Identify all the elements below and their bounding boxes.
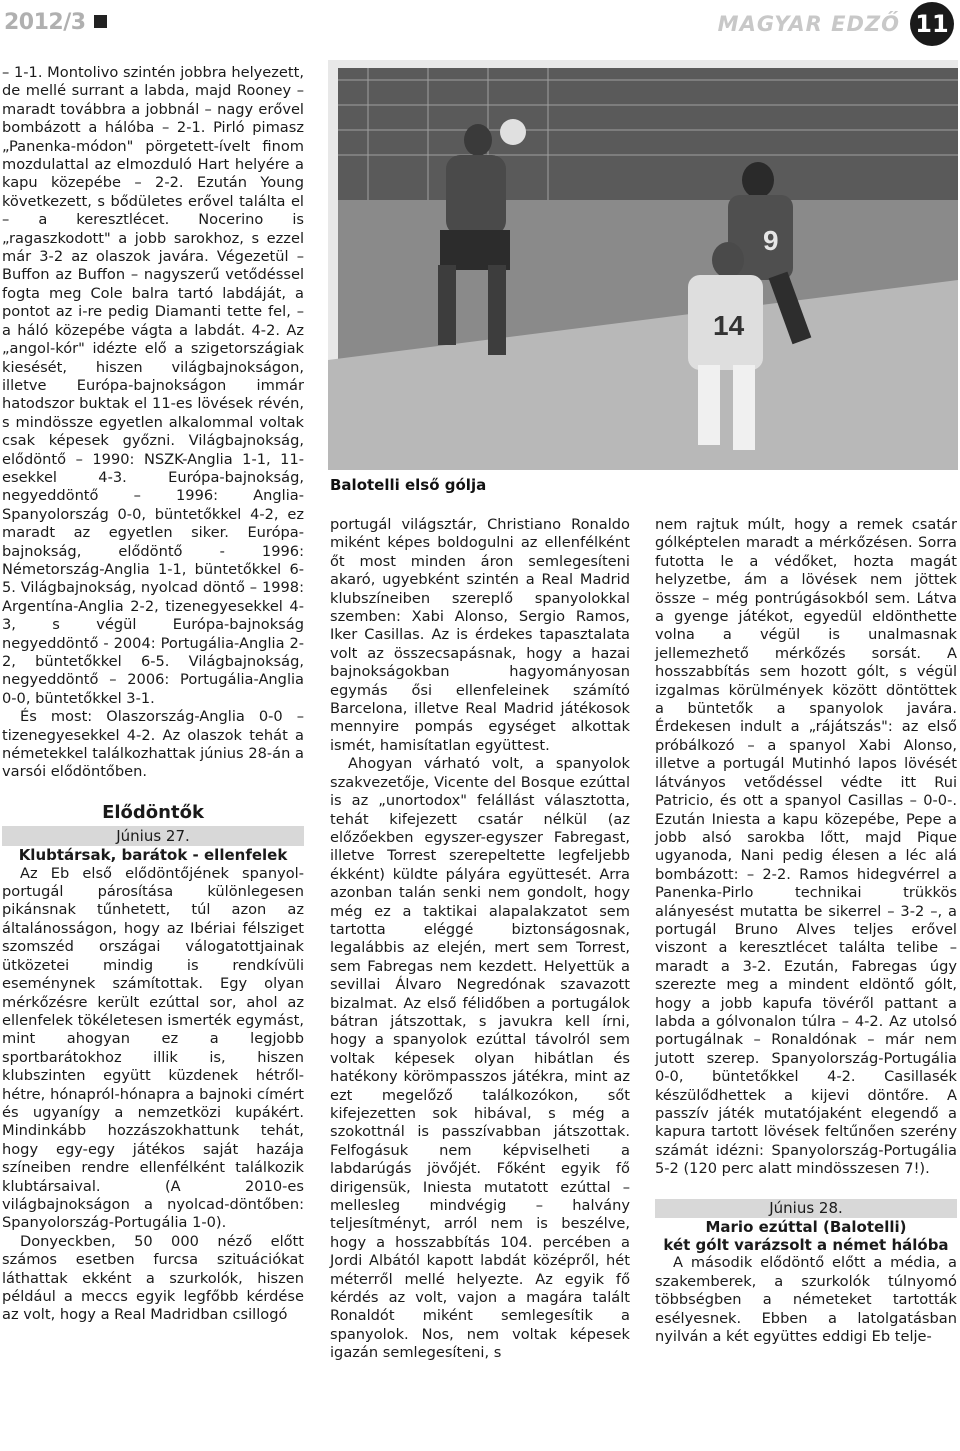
section-subtitle: Klubtársak, barátok - ellenfelek [18,846,288,865]
section-date-bar-2: Június 28. [655,1199,957,1218]
section-title-line-1: Mario ezúttal (Balotelli) [705,1217,907,1236]
column-2-paragraph-1: portugál világsztár, Christiano Ronaldo miként képes boldogulni az ellenfélként őt most minden áron semlegesíteni akaró, ugyebként szintén a Real Madrid klubszíneiben szereplő spanyolokkal szemben: Xabi Alonso, Sergio Ramos, Iker Casillas. Az is érdekes tapasztalata volt az összecsapásnak, hogy a hazai bajnokságokban hagyományosan egymás ősi ellenfeleinek számító Barcelona, illetve Real Madrid játékosok mennyire pompás egységet alkottak ismét, hamisítatlan együttest. [330,516,630,754]
section-date-bar: Június 27. [2,826,304,846]
jersey-number-14: 14 [713,310,745,341]
match-photo-illustration [328,60,958,470]
jersey-number-9: 9 [763,225,779,256]
column-3 [655,516,957,1346]
column-3-paragraph-2: A második elődöntő előtt a média, a szakemberek, a szurkolók túlnyomó többségben a németeket tartották esélyesnek. Ebben a latolgatásban nyilván a két együttes eddigi Eb telje- [655,1254,957,1346]
column-1 [2,64,304,1325]
match-photo [328,60,958,470]
column-1-paragraph-3: Az Eb első elődöntőjének spanyol-portugál párosítása különlegesen pikánsnak tűnhetett, túl azon az általánosságon, hogy az Ibériai félsziget szomszéd országai válogatottjainak ütközetei mindig is rendkívüli eseménynek számítottak. Egy olyan mérkőzésre került ezúttal sor, ahol az ellenfelek tökéletesen ismerték egymást, mint ahogyan ez a legjobb sportbarátokhoz illik is, hiszen klubszinten együtt küzdenek hétről-hétre, hónapról-hónapra a bajnoki címért és ugyanígy a nemzetközi kupákért. Mindinkább hozzászokhattunk tehát, hogy egy-egy játékos saját hazája színeiben rendre ellenfélként találkozik klubtársaival. (A 2010-es világbajnokságon a nyolcad-döntőben: Spanyolország-Portugália 1-0). [2,864,304,1232]
column-1-paragraph-4: Donyeckben, 50 000 néző előtt számos esetben furcsa szituációkat láthattak ekként a szurkolók, hiszen például a meccs egyik legfőbb kérdése az volt, hogy a Real Madridban csillogó [2,1232,304,1324]
magazine-title: MAGYAR EDZŐ [717,12,900,36]
section-heading-semifinals: Elődöntők [102,801,204,823]
column-1-paragraph-2: És most: Olaszország-Anglia 0-0 – tizenegyesekkel 4-2. Az olaszok tehát a németekkel találkozhattak június 28-án a varsói elődöntőben. [2,708,304,781]
column-3-paragraph-1: nem rajtuk múlt, hogy a remek csatár gólképtelen maradt a mérkőzésen. Sorra futotta le a védőket, hozta magát helyzetbe, ám a lövések nem jöttek össze – még pontrúgásokból sem. Látva a gyenge játékot, egyedül eldönthette volna a végül is unalmasnak jellemezhető mérkőzés sorsát. A hosszabbítás sem hozott gólt, s végül izgalmas körülmények között döntöttek a büntetők a spanyolok javára. Érdekesen indult a „rájátszás": az első próbálkozó – a spanyol Xabi Alonso, illetve a portugál Mutinhó lapos lövését látványos vetődéssel védte itt Rui Patricio, és ott a spanyol Casillas – 0-0-. Ezután Iniesta a kapu közepébe, Pepe a jobb alsó sarokba lőtt, majd Pique ugyanoda, Nani pedig élesen a léc alá bombázott: – 2-2. Ramos hidegvérrel a Panenka-Pirlo technikai trükkös alányesést mutatta be sikerrel – 3-2 –, a portugál Bruno Alves teljes erővel viszont a keresztlécet találta telibe – maradt a 3-2. Ezután, Fabregas úgy szerezte meg a mindent eldöntő gólt, hogy a jobb kapufa tövéről pattant a labda a gólvonalon túlra – 4-2. Az utolsó portugálnak – Ronaldónak – már nem jutott szerep. Spanyolország-Portugália 0-0, büntetőkkel 4-2. Casillasék készülődhettek a kijevi döntőre. A passzív játék mutatójaként elegendő a kapura tartott lövések feltűnően szerény számát idézni: Spanyolország-Portugália 5-2 (120 perc alatt mindösszesen 7!). [655,516,957,1178]
issue-label: 2012/3 [4,10,107,35]
square-icon [94,15,107,28]
photo-caption: Balotelli első gólja [330,476,487,494]
column-2-paragraph-2: Ahogyan várható volt, a spanyolok szakvezetője, Vicente del Bosque ezúttal is az „unortodox" felállást választotta, tehát kifejezett csatár nélkül (az előzőekben egyszer-egyszer Fabregast, illetve Torrest szerepeltette legfeljebb ékként) küldte pályára együttesét. Arra azonban talán senki nem gondolt, hogy még ez a taktikai alapalakzatot sem tartotta eléggé biztonságosnak, legalábbis az elején, mert sem Torrest, sem Fabregas nem kezdett. Helyettük a sevillai Álvaro Negredónak szavazott bizalmat. Az első félidőben a portugálok bátran játszottak, s javukra kell írni, hogy a spanyolok ezúttal távolról sem voltak képesek olyan hibátlan és hatékony körömpasszos játékra, mint az ezt megelőző találkozókon, sőt kifejezetten sok hibával, s még a szokottnál is passzívabban játszottak. Felfogásuk nem képviselheti a labdarúgás jövőjét. Főként egyik fő dirigensük, Iniesta mutatott ezúttal – mellesleg mindvégig – halvány teljesítményt, arról nem is beszélve, hogy a hosszabbítás 104. percében a Jordi Albától kapott labdát középről, hét méterről mellé helyezte. Az egyik fő kérdés az volt, vajon a magára talált Ronaldót miként semlegesítik a spanyolok. Nos, nem voltak képesek igazán semlegesíteni, s [330,755,630,1362]
page-header [0,0,960,50]
page-number-badge: 11 [910,2,954,46]
section-title-line-2: két gólt varázsolt a német hálóba [663,1236,949,1255]
column-2 [330,516,630,1363]
column-1-paragraph-1: – 1-1. Montolivo szintén jobbra helyezett, de mellé surrant a labda, majd Rooney – maradt továbbra a jobbnál – nagy erővel bombázott a hálóba – 2-1. Pirló pimasz „Panenka-módon" pörgetett-ívelt finom mozdulattal az elmozduló Hart helyére a kapu közepébe – 2-2. Ezután Young következett, s bődületes erővel találta el – a keresztlécet. Nocerino is „ragaszkodott" a jobb sarokhoz, s ezzel már 3-2 az olaszok javára. Végezetül – Buffon az Buffon – nagyszerű vetődéssel fogta meg Cole balra tartó labdáját, a pontot az i-re pedig Diamanti tette fel, – a háló közepébe vágta a labdát. 4-2. Az „angol-kór" idézte elő a szigetországiak kiesését, hiszen világbajnokságon, illetve Európa-bajnokságon immár hatodszor buktak el 11-es lövések révén, s mindösszе egyetlen alkalommal voltak csak képesek győzni. Világbajnokság, elődöntő – 1990: NSZK-Anglia 1-1, 11-esekkel 4-3. Európa-bajnokság, negyeddöntő – 1996: Anglia-Spanyolország 0-0, büntetőkkel 4-2, ez maradt az egyetlen siker. Európa-bajnokság, elődöntő - 1996: Németország-Anglia 1-1, büntetőkkel 6-5. Világbajnokság, nyolcad döntő – 1998: Argentína-Anglia 2-2, tizenegyesekkel 4-3, s végül Európa-bajnokság negyeddöntő - 2004: Portugália-Anglia 2-2, büntetőkkel 6-5. Világbajnokság, negyeddöntő – 2006: Portugália-Anglia 0-0, büntetőkkel 3-1. [2,64,304,707]
